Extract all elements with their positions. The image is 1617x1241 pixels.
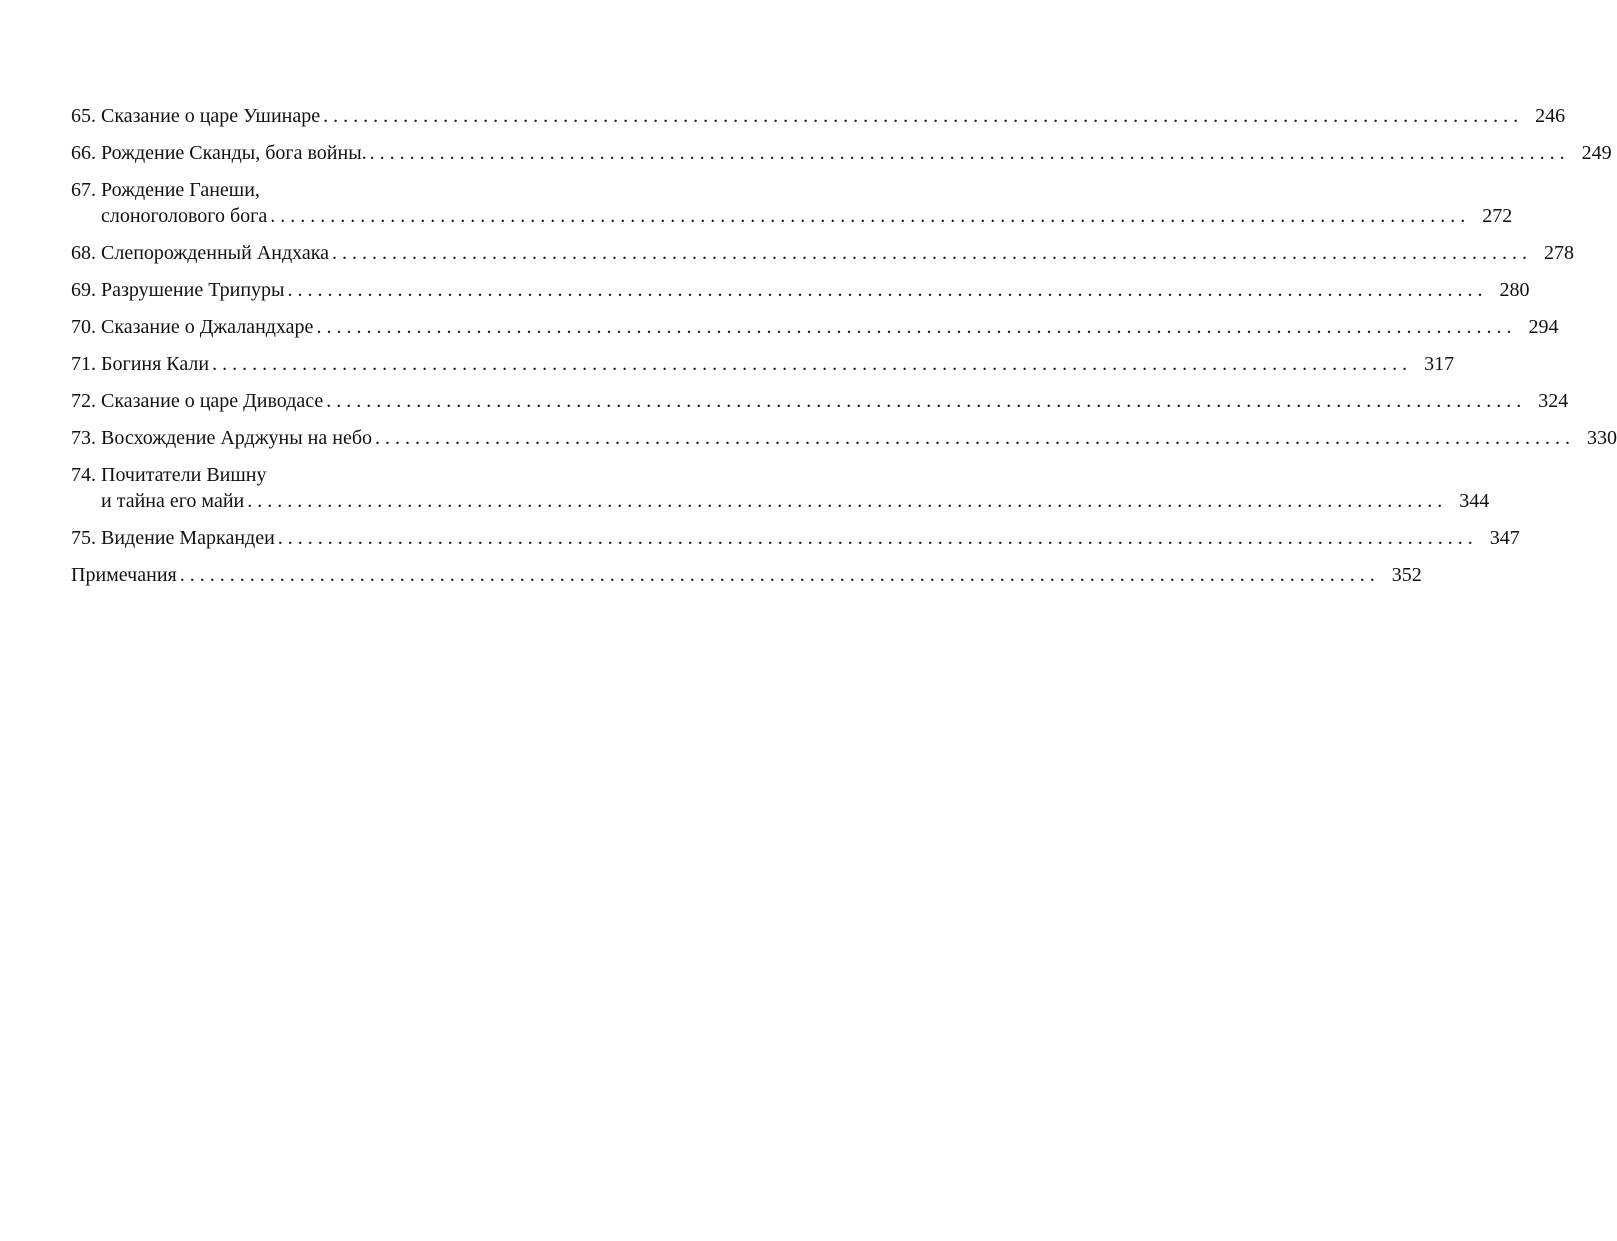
toc-entry-title: 66. Рождение Сканды, бога войны.	[71, 142, 367, 164]
toc-entry-title: 72. Сказание о царе Диводасе	[71, 390, 324, 412]
toc-entry-title: 65. Сказание о царе Ушинаре	[71, 105, 321, 127]
toc-entry-73	[71, 425, 1617, 451]
dot-leader: ........................................................................................................................	[323, 105, 1524, 127]
table-of-contents	[71, 103, 1617, 599]
dot-leader: ........................................................................................................................	[287, 279, 1488, 301]
toc-entry-notes	[71, 562, 1422, 588]
dot-leader: ........................................................................................................................	[179, 564, 1380, 586]
toc-page-number: 324	[1538, 390, 1569, 412]
toc-entry-title: 75. Видение Маркандеи	[71, 527, 275, 549]
dot-leader: ........................................................................................................................	[316, 316, 1517, 338]
toc-page-number: 294	[1528, 316, 1559, 338]
dot-leader: ........................................................................................................................	[277, 527, 1478, 549]
dot-leader: ........................................................................................................................	[212, 353, 1413, 375]
toc-page-number: 280	[1499, 279, 1530, 301]
toc-page-number: 317	[1424, 353, 1455, 375]
dot-leader: ........................................................................................................................	[375, 427, 1575, 449]
toc-entry-66	[71, 140, 1612, 166]
toc-entry-71	[71, 351, 1455, 377]
toc-entry-title: 69. Разрушение Трипуры	[71, 279, 285, 301]
toc-entry-title: 70. Сказание о Джаландхаре	[71, 316, 314, 338]
toc-entry-65	[71, 103, 1566, 129]
dot-leader: ........................................................................................................................	[326, 390, 1527, 412]
toc-page-number: 278	[1544, 242, 1575, 264]
toc-page-number: 246	[1535, 105, 1566, 127]
toc-entry-title: 73. Восхождение Арджуны на небо	[71, 427, 372, 449]
toc-entry-67	[71, 177, 1513, 229]
dot-leader: ........................................................................................................................	[270, 205, 1471, 227]
dot-leader: ........................................................................................................................	[369, 142, 1570, 164]
toc-entry-68	[71, 240, 1575, 266]
toc-entry-title-continuation: слоноголового бога	[101, 205, 268, 227]
toc-entry-75	[71, 525, 1520, 551]
toc-page-number: 352	[1391, 564, 1422, 586]
toc-entry-70	[71, 314, 1559, 340]
toc-page-number: 272	[1482, 205, 1513, 227]
toc-entry-title: Примечания	[71, 564, 177, 586]
toc-entry-69	[71, 277, 1530, 303]
toc-entry-title: 67. Рождение Ганеши,	[71, 179, 260, 201]
toc-page-number: 249	[1581, 142, 1612, 164]
toc-entry-74	[71, 462, 1490, 514]
toc-page-number: 330	[1587, 427, 1617, 449]
toc-entry-title-continuation: и тайна его майи	[101, 490, 245, 512]
toc-entry-title: 74. Почитатели Вишну	[71, 464, 267, 486]
toc-page-number: 347	[1489, 527, 1520, 549]
dot-leader: ........................................................................................................................	[247, 490, 1448, 512]
dot-leader: ........................................................................................................................	[332, 242, 1533, 264]
toc-page-number: 344	[1459, 490, 1490, 512]
toc-entry-title: 71. Богиня Кали	[71, 353, 210, 375]
toc-entry-72	[71, 388, 1569, 414]
toc-entry-title: 68. Слепорожденный Андхака	[71, 242, 330, 264]
